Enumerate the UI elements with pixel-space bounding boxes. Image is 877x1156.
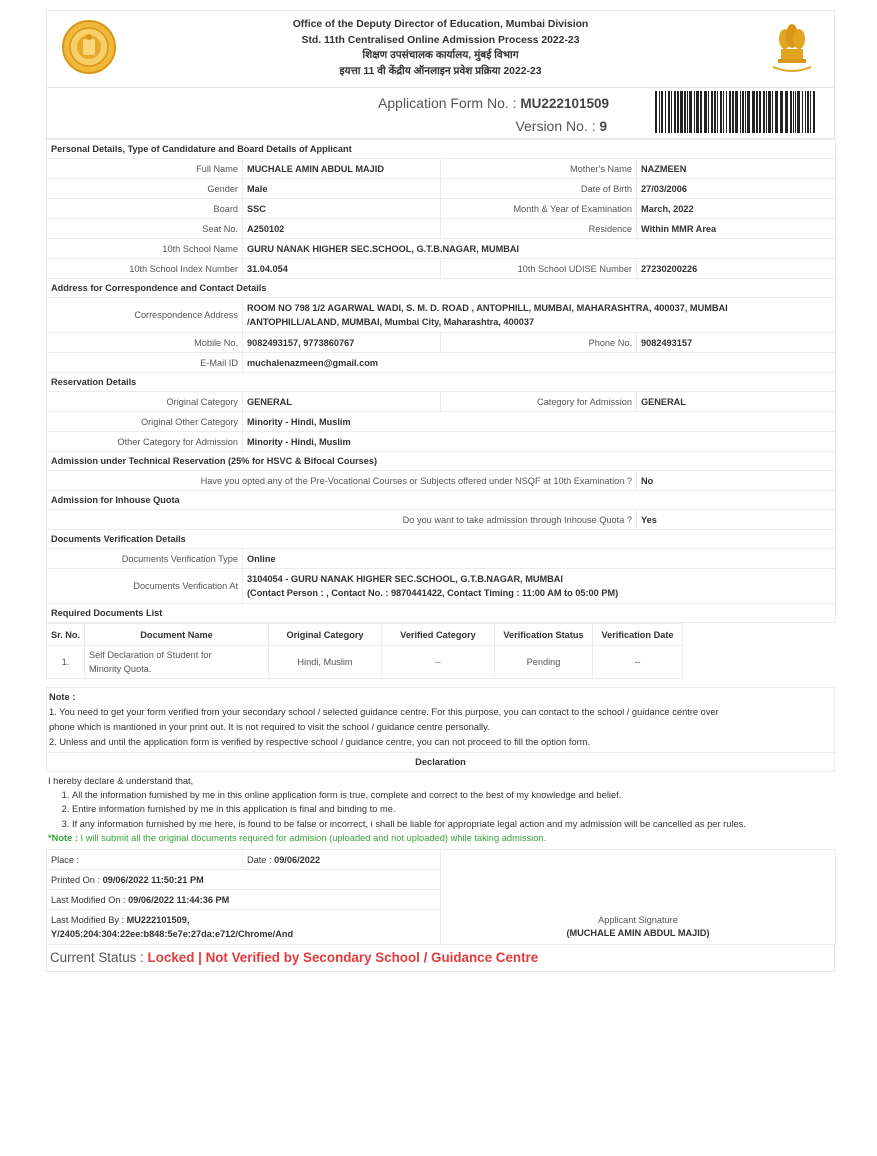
doc-header-original: Original Category bbox=[269, 624, 382, 646]
date-label: Date : bbox=[247, 854, 272, 865]
modified-label: Last Modified On : bbox=[51, 894, 126, 905]
other-admission-category-value: Minority - Hindi, Muslim bbox=[243, 432, 836, 452]
technical-answer: No bbox=[637, 471, 836, 491]
address-line-1: ROOM NO 798 1/2 AGARWAL WADI, S. M. D. ROAD , ANTOPHILL, MUMBAI, MAHARASHTRA, 400037, MUMBAI bbox=[247, 303, 728, 313]
section-documents-title: Required Documents List bbox=[47, 604, 836, 623]
section-inhouse-title: Admission for Inhouse Quota bbox=[47, 491, 836, 510]
declaration-item-1: 1. All the information furnished by me in this online application form is true, complete and correct to the best of my knowledge and belief. bbox=[72, 788, 833, 802]
doc-header-date: Verification Date bbox=[593, 624, 683, 646]
correspondence-address-value bbox=[243, 298, 836, 333]
signature-name: (MUCHALE AMIN ABDUL MAJID) bbox=[566, 928, 710, 939]
original-other-category-value: Minority - Hindi, Muslim bbox=[243, 412, 836, 432]
declaration-item-2: 2. Entire information furnished by me in this application is final and binding to me. bbox=[72, 802, 833, 816]
modified-by-label: Last Modified By : bbox=[51, 915, 125, 926]
declaration bbox=[0, 772, 835, 849]
table-row bbox=[47, 646, 683, 679]
gender-value: Male bbox=[243, 179, 441, 199]
original-category-value: GENERAL bbox=[243, 392, 441, 412]
details-table bbox=[46, 139, 836, 623]
version-label: Version No. : bbox=[515, 118, 596, 134]
header bbox=[46, 10, 835, 88]
printed-on-cell bbox=[47, 870, 441, 890]
board-label: Board bbox=[47, 199, 243, 219]
declaration-note-text: I will submit all the original documents required for admision (uploaded and not uploaded) while taking admission. bbox=[77, 832, 547, 843]
original-other-category-label: Original Other Category bbox=[47, 412, 243, 432]
admission-category-label: Category for Admission bbox=[441, 392, 637, 412]
section-reservation-title: Reservation Details bbox=[47, 373, 836, 392]
residence-value: Within MMR Area bbox=[637, 219, 836, 239]
admission-form bbox=[46, 10, 835, 972]
technical-question: Have you opted any of the Pre-Vocational Courses or Subjects offered under NSQF at 10th Examination ? bbox=[47, 471, 637, 491]
declaration-intro: I hereby declare & understand that, bbox=[48, 776, 194, 786]
mother-name-label: Mother's Name bbox=[441, 159, 637, 179]
doc-name-line-1: Self Declaration of Student for bbox=[89, 650, 212, 660]
modified-on-cell bbox=[47, 890, 441, 910]
modified-by-device: Y/2405:204:304:22ee:b848:5e7e:27da:e712/Chrome/And bbox=[51, 929, 294, 940]
seat-label: Seat No. bbox=[47, 219, 243, 239]
notes-title: Note : bbox=[49, 692, 76, 702]
original-category-label: Original Category bbox=[47, 392, 243, 412]
doc-header-verified: Verified Category bbox=[382, 624, 495, 646]
status-value: Locked | Not Verified by Secondary School / Guidance Centre bbox=[147, 950, 539, 966]
doc-sr: 1. bbox=[47, 646, 85, 679]
header-line-2: Std. 11th Centralised Online Admission Process 2022-23 bbox=[301, 34, 580, 46]
place-label: Place : bbox=[51, 854, 80, 865]
exam-value: March, 2022 bbox=[637, 199, 836, 219]
inhouse-question: Do you want to take admission through Inhouse Quota ? bbox=[47, 510, 637, 530]
section-verification-title: Documents Verification Details bbox=[47, 530, 836, 549]
doc-header-sr: Sr. No. bbox=[47, 624, 85, 646]
verification-type-value: Online bbox=[243, 549, 836, 569]
section-technical-title: Admission under Technical Reservation (25% for HSVC & Bifocal Courses) bbox=[47, 452, 836, 471]
mother-name-value: NAZMEEN bbox=[637, 159, 836, 179]
date-value: 09/06/2022 bbox=[274, 854, 321, 865]
version-number: 9 bbox=[599, 119, 607, 134]
signature-table bbox=[46, 849, 836, 945]
mobile-label: Mobile No. bbox=[47, 333, 243, 353]
phone-value: 9082493157 bbox=[637, 333, 836, 353]
school-name-label: 10th School Name bbox=[47, 239, 243, 259]
ashoka-emblem-icon bbox=[765, 19, 819, 75]
udise-value: 27230200226 bbox=[637, 259, 836, 279]
printed-value: 09/06/2022 11:50:21 PM bbox=[102, 874, 204, 885]
seat-value: A250102 bbox=[243, 219, 441, 239]
email-value: muchalenazmeen@gmail.com bbox=[243, 353, 836, 373]
note-line-1: 1. You need to get your form verified from your secondary school / selected guidance centre. For this purpose, you can contact to the school / guidance centre over bbox=[49, 707, 719, 717]
exam-label: Month & Year of Examination bbox=[441, 199, 637, 219]
header-line-1: Office of the Deputy Director of Education, Mumbai Division bbox=[292, 19, 589, 30]
declaration-note-label: *Note : bbox=[48, 832, 78, 843]
doc-name bbox=[85, 646, 269, 679]
section-personal-title: Personal Details, Type of Candidature and Board Details of Applicant bbox=[47, 140, 836, 159]
doc-date: -- bbox=[593, 646, 683, 679]
board-value: SSC bbox=[243, 199, 441, 219]
verification-centre: 3104054 - GURU NANAK HIGHER SEC.SCHOOL, G.T.B.NAGAR, MUMBAI bbox=[247, 574, 563, 584]
application-info bbox=[46, 88, 835, 139]
application-number-line bbox=[47, 95, 609, 111]
doc-verified-category: -- bbox=[382, 646, 495, 679]
printed-label: Printed On : bbox=[51, 874, 101, 885]
doc-header-name: Document Name bbox=[85, 624, 269, 646]
admission-category-value: GENERAL bbox=[637, 392, 836, 412]
signature-cell bbox=[441, 850, 836, 945]
signature-label: Applicant Signature bbox=[598, 915, 678, 926]
mobile-value: 9082493157, 9773860767 bbox=[243, 333, 441, 353]
udise-label: 10th School UDISE Number bbox=[441, 259, 637, 279]
dob-label: Date of Birth bbox=[441, 179, 637, 199]
doc-original-category: Hindi, Muslim bbox=[269, 646, 382, 679]
other-admission-category-label: Other Category for Admission bbox=[47, 432, 243, 452]
email-label: E-Mail ID bbox=[47, 353, 243, 373]
version-line bbox=[47, 118, 607, 134]
doc-status: Pending bbox=[495, 646, 593, 679]
date-cell bbox=[243, 850, 441, 870]
doc-name-line-2: Minority Quota. bbox=[89, 664, 152, 674]
header-line-4: इयत्ता 11 वी केंद्रीय ऑनलाइन प्रवेश प्रक्रिया 2022-23 bbox=[339, 65, 542, 77]
header-line-3: शिक्षण उपसंचालक कार्यालय, मुंबई विभाग bbox=[362, 50, 519, 61]
notes bbox=[46, 687, 835, 753]
modified-value: 09/06/2022 11:44:36 PM bbox=[128, 894, 230, 905]
correspondence-address-label: Correspondence Address bbox=[47, 298, 243, 333]
gender-label: Gender bbox=[47, 179, 243, 199]
school-index-label: 10th School Index Number bbox=[47, 259, 243, 279]
residence-label: Residence bbox=[441, 219, 637, 239]
note-line-2: phone which is mantioned in your print out. It is not required to visit the school / guidance centre personally. bbox=[49, 722, 490, 732]
declaration-title: Declaration bbox=[46, 753, 835, 772]
school-name-value: GURU NANAK HIGHER SEC.SCHOOL, G.T.B.NAGAR, MUMBAI bbox=[243, 239, 836, 259]
application-number-label: Application Form No. : bbox=[378, 95, 517, 111]
note-line-3: 2. Unless and until the application form is verified by respective school / guidance centre, you can not proceed to fill the option form. bbox=[49, 737, 591, 747]
verification-contact: (Contact Person : , Contact No. : 9870441422, Contact Timing : 11:00 AM to 05:00 PM) bbox=[247, 588, 619, 598]
full-name-label: Full Name bbox=[47, 159, 243, 179]
status-label: Current Status : bbox=[50, 950, 144, 966]
verification-at-label: Documents Verification At bbox=[47, 569, 243, 604]
verification-at-value bbox=[243, 569, 836, 604]
declaration-item-3: 3. If any information furnished by me here, is found to be false or incorrect, i shall be liable for appropriate legal action and my admission will be cancelled as per rules. bbox=[72, 817, 833, 831]
application-number: MU222101509 bbox=[520, 96, 609, 111]
verification-type-label: Documents Verification Type bbox=[47, 549, 243, 569]
place-cell bbox=[47, 850, 243, 870]
dob-value: 27/03/2006 bbox=[637, 179, 836, 199]
inhouse-answer: Yes bbox=[637, 510, 836, 530]
school-index-value: 31.04.054 bbox=[243, 259, 441, 279]
section-address-title: Address for Correspondence and Contact Details bbox=[47, 279, 836, 298]
modified-by-value: MU222101509, bbox=[126, 915, 190, 926]
current-status bbox=[46, 945, 835, 972]
documents-table bbox=[46, 623, 683, 679]
full-name-value: MUCHALE AMIN ABDUL MAJID bbox=[243, 159, 441, 179]
modified-by-cell bbox=[47, 910, 441, 945]
phone-label: Phone No. bbox=[441, 333, 637, 353]
address-line-2: /ANTOPHILL/ALAND, MUMBAI, Mumbai City, Maharashtra, 400037 bbox=[247, 317, 535, 327]
doc-header-status: Verification Status bbox=[495, 624, 593, 646]
declaration-note bbox=[48, 831, 833, 845]
barcode-image bbox=[654, 91, 818, 133]
